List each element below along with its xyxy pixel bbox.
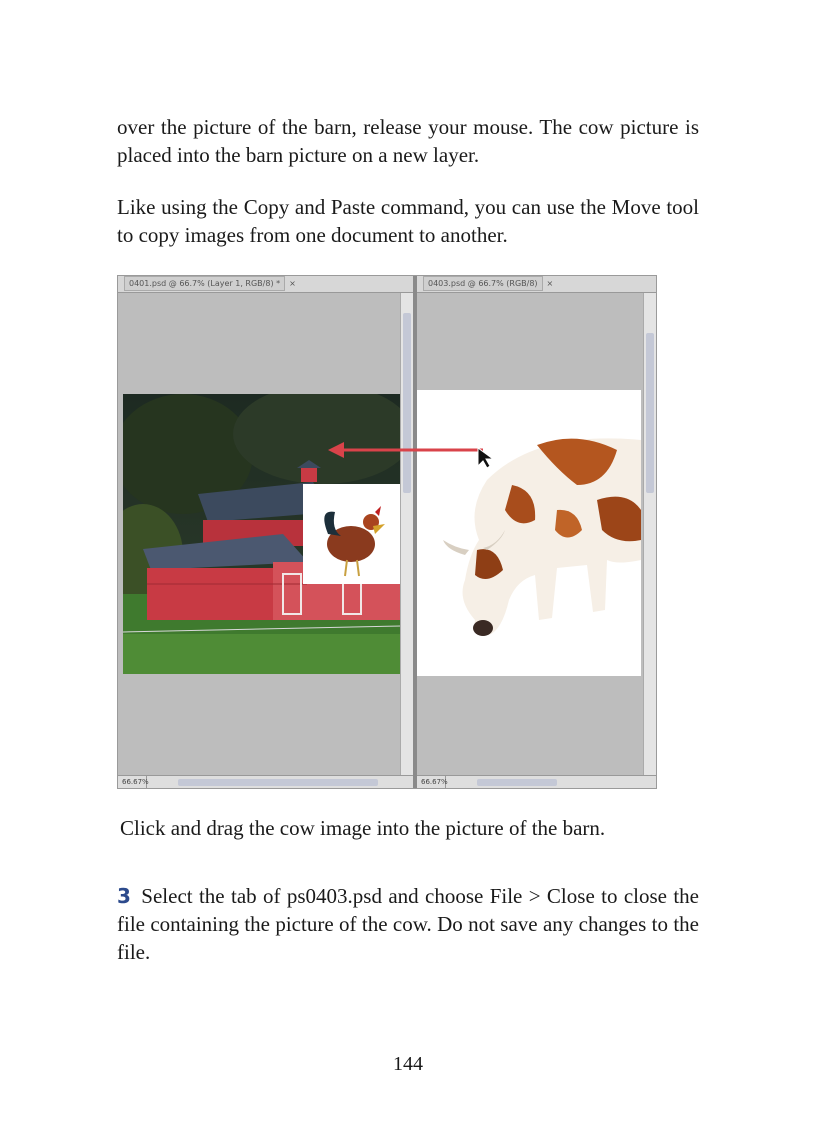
cow-document-tab[interactable] [417,276,656,293]
drag-arrow-icon [318,436,488,476]
right-zoom-level[interactable]: 66.67% [421,778,448,786]
right-status-bar [417,775,656,788]
close-icon[interactable]: × [289,279,296,288]
step-number: 3 [117,884,131,908]
figure-caption: Click and drag the cow image into the picture of the barn. [120,816,606,840]
cow-image [417,390,641,676]
paragraph-intro: over the picture of the barn, release your mouse. The cow picture is placed into the barn picture on a new layer. [117,115,699,167]
left-status-bar [118,775,413,788]
cow-document-window [417,276,656,788]
paragraph-move-tool: Like using the Copy and Paste command, you can use the Move tool to copy images from one document to another. [117,195,699,247]
barn-tab-label: 0401.psd @ 66.7% (Layer 1, RGB/8) * [124,276,285,291]
barn-document-tab[interactable] [118,276,413,293]
left-zoom-level[interactable]: 66.67% [122,778,149,786]
step-3-text: Select the tab of ps0403.psd and choose File > Close to close the file containing the picture of the cow. Do not save any changes to the file. [117,884,699,964]
mouse-cursor-icon [476,446,496,470]
cow-tab-label: 0403.psd @ 66.7% (RGB/8) [423,276,543,291]
page-number: 144 [393,1053,423,1075]
barn-document-window [118,276,413,788]
paragraph-step-3 [117,882,699,966]
photoshop-screenshot [117,275,657,789]
left-vertical-scrollbar[interactable] [400,293,413,775]
close-icon[interactable]: × [546,279,554,288]
right-vertical-scrollbar[interactable] [643,293,656,775]
